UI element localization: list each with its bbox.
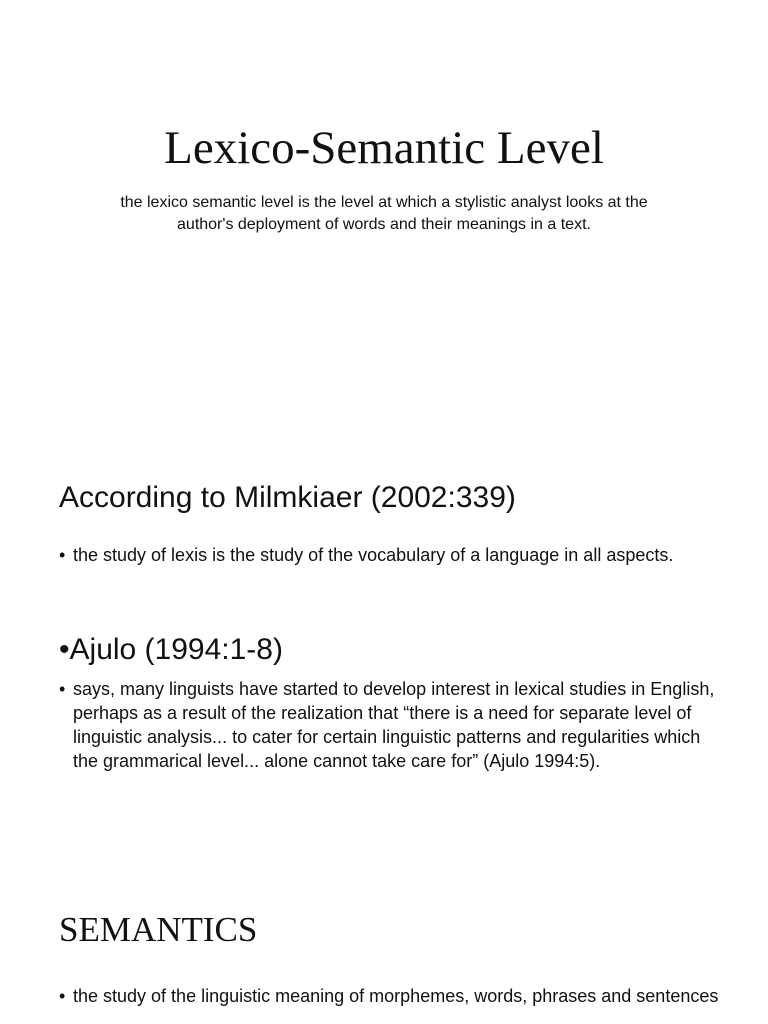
ajulo-bullet-heading <box>59 630 283 670</box>
bullet-dot: • <box>59 679 66 699</box>
lexis-bullet-text: the study of lexis is the study of the vocabulary of a language in all aspects. <box>73 545 674 565</box>
ajulo-heading-text: Ajulo (1994:1-8) <box>69 633 283 666</box>
semantics-bullet <box>59 984 723 1008</box>
slide-title: Lexico-Semantic Level <box>164 122 604 174</box>
bullet-dot: • <box>59 545 66 565</box>
slide-subtitle: the lexico semantic level is the level at which a stylistic analyst looks at the author's deployment of words and their meanings in a text. <box>120 194 648 233</box>
ajulo-bullet <box>59 677 723 773</box>
bullet-dot: • <box>59 986 66 1006</box>
bullet-dot: • <box>59 633 70 666</box>
ajulo-bullet-text: says, many linguists have started to develop interest in lexical studies in English, perhaps as a result of the realization that “there is a need for separate level of linguistic analysis... to cater for certain linguistic patterns and regularities which the grammarical level... alone cannot take care for” (Ajulo 1994:5). <box>73 679 715 771</box>
lexis-bullet <box>59 543 723 567</box>
semantics-bullet-text: the study of the linguistic meaning of morphemes, words, phrases and sentences <box>73 986 719 1006</box>
milmkiaer-heading: According to Milmkiaer (2002:339) <box>59 481 516 514</box>
semantics-heading: SEMANTICS <box>59 910 258 949</box>
